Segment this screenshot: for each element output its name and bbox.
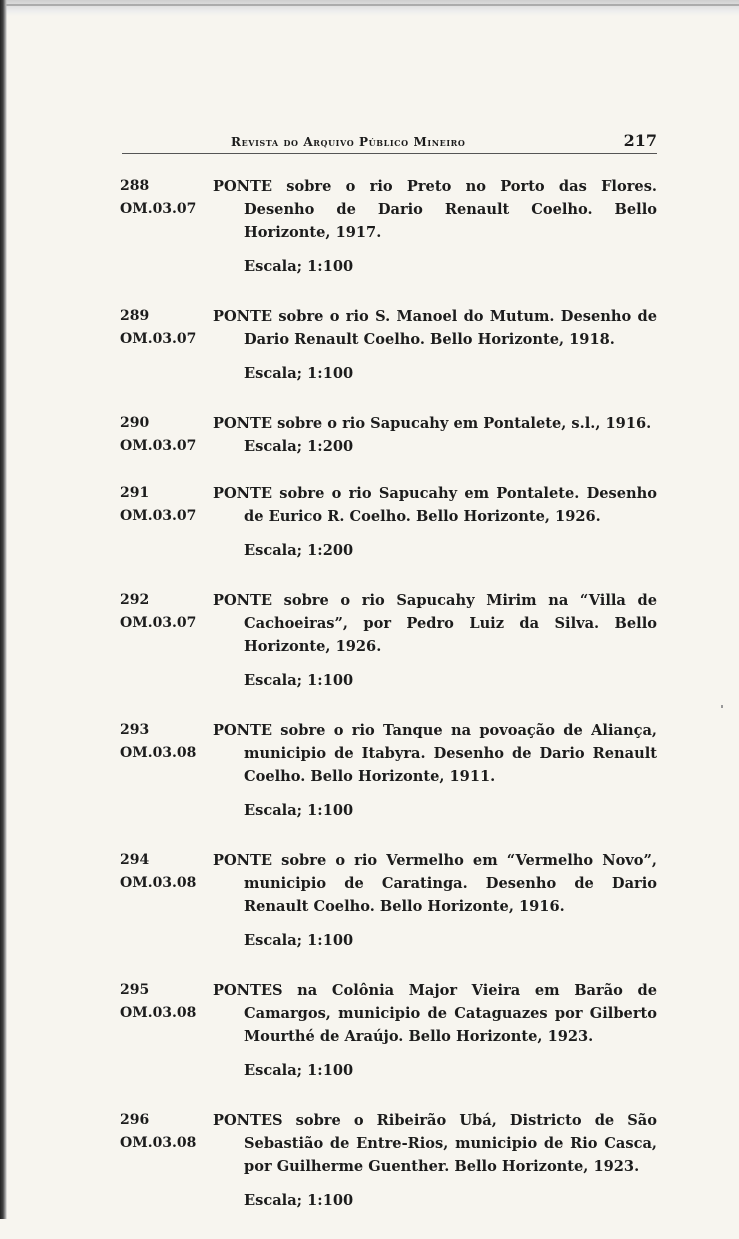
entry-code: OM.03.08	[120, 1135, 197, 1151]
catalog-entries	[120, 175, 660, 1239]
catalog-entry	[120, 589, 660, 692]
entry-scale: Escala; 1:100	[244, 672, 354, 689]
entry-body	[213, 589, 657, 692]
entry-codes	[120, 979, 210, 1025]
catalog-entry	[120, 175, 660, 278]
entry-number: 288	[120, 178, 150, 194]
entry-codes	[120, 849, 210, 895]
entry-body	[213, 305, 657, 385]
entry-codes	[120, 305, 210, 351]
entry-scale: Escala; 1:100	[244, 802, 354, 819]
entry-description: PONTE sobre o rio Sapucahy Mirim na “Villa de Cachoeiras”, por Pedro Luiz da Silva. Bello Horizonte, 1926.	[213, 592, 657, 655]
scan-speck	[721, 705, 723, 708]
entry-number: 295	[120, 982, 150, 998]
catalog-entry	[120, 849, 660, 952]
entry-scale: Escala; 1:100	[244, 1192, 354, 1209]
header-rule	[122, 153, 657, 154]
entry-number: 293	[120, 722, 150, 738]
scan-binding-edge	[0, 0, 7, 1219]
entry-codes	[120, 1109, 210, 1155]
entry-code: OM.03.07	[120, 615, 197, 631]
entry-code: OM.03.08	[120, 1005, 197, 1021]
catalog-entry	[120, 979, 660, 1082]
entry-number: 296	[120, 1112, 150, 1128]
entry-codes	[120, 589, 210, 635]
entry-description: PONTE sobre o rio Tanque na povoação de Aliança, municipio de Itabyra. Desenho de Dario Renault Coelho. Bello Horizonte, 1911.	[213, 722, 657, 785]
entry-body	[213, 849, 657, 952]
entry-number: 292	[120, 592, 150, 608]
running-title: Revista do Arquivo Público Mineiro	[231, 135, 466, 149]
entry-body	[213, 412, 657, 458]
entry-description: PONTE sobre o rio Sapucahy em Pontalete, s.l., 1916.	[213, 415, 652, 432]
entry-codes	[120, 412, 210, 458]
entry-description: PONTE sobre o rio S. Manoel do Mutum. Desenho de Dario Renault Coelho. Bello Horizonte, 1918.	[213, 308, 657, 348]
entry-scale: Escala; 1:100	[244, 932, 354, 949]
entry-code: OM.03.07	[120, 438, 197, 454]
entry-body	[213, 175, 657, 278]
entry-body	[213, 979, 657, 1082]
entry-number: 289	[120, 308, 150, 324]
scan-top-edge	[0, 0, 739, 16]
entry-scale: Escala; 1:200	[244, 438, 354, 455]
entry-description: PONTES sobre o Ribeirão Ubá, Districto de São Sebastião de Entre-Rios, municipio de Rio Casca, por Guilherme Guenther. Bello Horizonte, 1923.	[213, 1112, 657, 1175]
page-number: 217	[623, 131, 657, 150]
catalog-entry	[120, 412, 660, 458]
entry-number: 290	[120, 415, 150, 431]
entry-code: OM.03.07	[120, 331, 197, 347]
entry-description: PONTE sobre o rio Preto no Porto das Flores. Desenho de Dario Renault Coelho. Bello Horizonte, 1917.	[213, 178, 657, 241]
entry-scale: Escala; 1:100	[244, 365, 354, 382]
entry-body	[213, 482, 657, 562]
entry-body	[213, 1109, 657, 1212]
catalog-entry	[120, 719, 660, 822]
entry-description: PONTES na Colônia Major Vieira em Barão de Camargos, municipio de Cataguazes por Gilberto Mourthé de Araújo. Bello Horizonte, 1923.	[213, 982, 657, 1045]
entry-description: PONTE sobre o rio Sapucahy em Pontalete. Desenho de Eurico R. Coelho. Bello Horizonte, 1926.	[213, 485, 657, 525]
page-header	[122, 130, 657, 154]
entry-codes	[120, 482, 210, 528]
catalog-entry	[120, 305, 660, 385]
entry-description: PONTE sobre o rio Vermelho em “Vermelho Novo”, municipio de Caratinga. Desenho de Dario Renault Coelho. Bello Horizonte, 1916.	[213, 852, 657, 915]
entry-scale: Escala; 1:100	[244, 1062, 354, 1079]
entry-code: OM.03.07	[120, 201, 197, 217]
entry-body	[213, 719, 657, 822]
entry-code: OM.03.07	[120, 508, 197, 524]
catalog-entry	[120, 482, 660, 562]
entry-number: 291	[120, 485, 150, 501]
catalog-entry	[120, 1109, 660, 1212]
entry-scale: Escala; 1:100	[244, 258, 354, 275]
entry-codes	[120, 175, 210, 221]
entry-codes	[120, 719, 210, 765]
entry-scale: Escala; 1:200	[244, 542, 354, 559]
entry-code: OM.03.08	[120, 875, 197, 891]
entry-number: 294	[120, 852, 150, 868]
entry-code: OM.03.08	[120, 745, 197, 761]
